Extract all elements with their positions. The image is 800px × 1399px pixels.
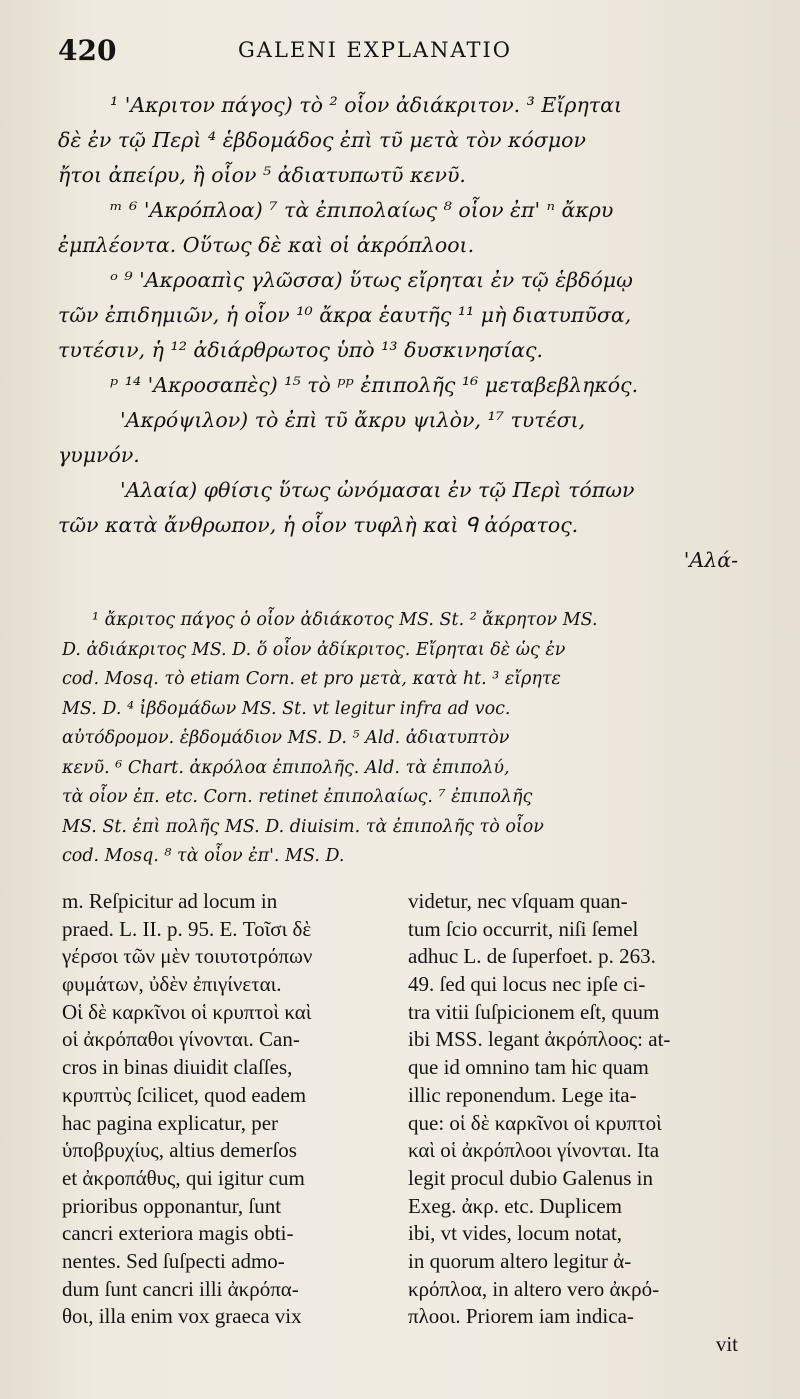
footnote-line: MS. St. ἐπὶ πολῆς MS. D. diuisim. τὰ ἐπιπολῆς τὸ οἷον: [62, 816, 544, 837]
footnote-line: τὰ οἷον ἐπ. etc. Corn. retinet ἐπιπολαίως. ⁷ ἐπιπολῆς: [62, 787, 533, 807]
entry-line: γυμνόν.: [58, 443, 140, 467]
footnote-line: ¹ ἄκριτος πάγος ὁ οἷον ἀδιάκοτος MS. St. ² ἄκρητον MS.: [92, 610, 598, 630]
commentary-line: videtur, nec vſquam quan-: [408, 889, 628, 913]
entry-line: ἤτοι ἀπείρυ, ἢ οἷον ⁵ ἀδιατυπωτῦ κενῦ.: [58, 163, 466, 187]
commentary-line: tra vitii ſuſpicionem eſt, quum: [408, 999, 660, 1024]
footnotes: [62, 606, 752, 872]
footnote-line: D. ἀδιάκριτος MS. D. ὅ οἷον ἀδίκριτος. Εἴρηται δὲ ὡς ἐν: [62, 639, 566, 660]
glossary-entries: [58, 88, 748, 578]
catchword: 'Αλά-: [683, 548, 738, 572]
commentary-line: φυμάτων, ὐδὲν ἐπιγίνεται.: [62, 972, 282, 997]
commentary-left-column: [62, 888, 392, 1331]
commentary-line: que id omnino tam hic quam: [408, 1055, 649, 1080]
footnote-line: αὐτόδρομον. ἑβδομάδιον MS. D. ⁵ Ald. ἀδιατυπτὸν: [62, 728, 510, 748]
running-head: [58, 34, 758, 68]
commentary-line: tum ſcio occurrit, niſi ſemel: [408, 916, 639, 941]
entry-line: τῶν κατὰ ἄνθρωπον, ἡ οἷον τυφλὴ καὶ ᑫ ἀόρατος.: [58, 513, 579, 537]
commentary-line: ὑποβρυχίυς, altius demerſos: [62, 1138, 297, 1163]
commentary-line: praed. L. II. p. 95. E. Τοῖσι δὲ: [62, 916, 312, 941]
commentary-line: θοι, illa enim vox graeca vix: [62, 1304, 302, 1329]
commentary-line: Οἱ δὲ καρκῖνοι οἱ κρυπτοὶ καὶ: [62, 999, 312, 1024]
entry-line: τῶν ἐπιδημιῶν, ἡ οἷον ¹⁰ ἄκρα ἑαυτῆς ¹¹ μὴ διατυπῦσα,: [58, 303, 632, 327]
commentary-line: dum ſunt cancri illi ἀκρόπα-: [62, 1276, 299, 1301]
commentary-line: nentes. Sed ſuſpecti admo-: [62, 1248, 285, 1273]
footnote-line: MS. D. ⁴ ἰβδομάδων MS. St. vt legitur infra ad voc.: [62, 698, 511, 719]
commentary-line: πλοοι. Priorem iam indica-: [408, 1304, 634, 1329]
commentary-line: ibi, vt vides, locum notat,: [408, 1221, 623, 1246]
entry-line: 'Αλαία) φθίσις ὕτως ὠνόμασαι ἐν τῷ Περὶ τόπων: [120, 478, 635, 502]
commentary-line: cancri exteriora magis obti-: [62, 1221, 294, 1246]
commentary-line: legit procul dubio Galenus in: [408, 1165, 653, 1190]
entry-line: ᵐ ⁶ 'Ακρόπλοα) ⁷ τὰ ἐπιπολαίως ⁸ οἷον ἐπ' ⁿ ἄκρυ: [110, 198, 614, 222]
commentary-line: γέρσοι τῶν μὲν τοιυτοτρόπων: [62, 944, 313, 969]
entry-line: ¹ 'Ακριτον πάγος) τὸ ² οἷον ἀδιάκριτον. ³ Εἴρηται: [110, 93, 622, 117]
commentary-line: ibi MSS. legant ἀκρόπλοος: at-: [408, 1027, 671, 1052]
commentary-line: prioribus opponantur, ſunt: [62, 1193, 282, 1218]
entry-line: 'Ακρόψιλον) τὸ ἐπὶ τῦ ἄκρυ ψιλὸν, ¹⁷ τυτέσι,: [120, 408, 586, 432]
commentary-line: m. Reſpicitur ad locum in: [62, 889, 278, 913]
entry-line: δὲ ἐν τῷ Περὶ ⁴ ἑβδομάδος ἐπὶ τῦ μετὰ τὸν κόσμον: [58, 128, 586, 152]
commentary-line: que: οἱ δὲ καρκῖνοι οἱ κρυπτοὶ: [408, 1110, 662, 1135]
commentary-line: οἱ ἀκρόπαθοι γίνονται. Can-: [62, 1027, 300, 1052]
page-number: 420: [58, 34, 117, 67]
commentary-columns: [62, 888, 742, 1378]
commentary-line: κρόπλοα, in altero vero ἀκρό-: [408, 1276, 660, 1301]
commentary-line: in quorum altero legitur ἀ-: [408, 1248, 632, 1273]
commentary-line: et ἀκροπάθυς, qui igitur cum: [62, 1165, 305, 1190]
footnote-line: κενῦ. ⁶ Chart. ἀκρόλοα ἐπιπολῆς. Ald. τὰ ἐπιπολύ,: [62, 757, 510, 778]
footnote-line: cod. Mosq. ⁸ τὰ οἷον ἐπ'. MS. D.: [62, 846, 345, 866]
entry-line: ᵖ ¹⁴ 'Ακροσαπὲς) ¹⁵ τὸ ᵖᵖ ἐπιπολῆς ¹⁶ μεταβεβληκός.: [110, 373, 639, 397]
commentary-line: adhuc L. de ſuperfoet. p. 263.: [408, 944, 656, 969]
footnote-line: cod. Mosq. τὸ etiam Corn. et pro μετὰ, κατὰ ht. ³ εἴρητε: [62, 669, 561, 689]
entry-line: τυτέσιν, ἡ ¹² ἀδιάρθρωτος ὑπὸ ¹³ δυσκινησίας.: [58, 338, 543, 362]
commentary-line: Exeg. ἀκρ. etc. Duplicem: [408, 1193, 622, 1218]
commentary-line: κρυπτὺς ſcilicet, quod eadem: [62, 1082, 307, 1107]
commentary-line: cros in binas diuidit claſſes,: [62, 1055, 293, 1080]
commentary-line: 49. ſed qui locus nec ipſe ci-: [408, 972, 646, 997]
running-title: GALENI EXPLANATIO: [238, 38, 512, 62]
commentary-line: vit: [715, 1332, 738, 1356]
commentary-line: hac pagina explicatur, per: [62, 1110, 279, 1135]
commentary-line: καὶ οἱ ἀκρόπλοοι γίνονται. Ita: [408, 1138, 660, 1163]
commentary-line: illic reponendum. Lege ita-: [408, 1082, 637, 1107]
commentary-right-column: [408, 888, 738, 1359]
entry-line: ᵒ ⁹ 'Ακροαπὶς γλῶσσα) ὕτως εἴρηται ἐν τῷ ἑβδόμῳ: [110, 268, 633, 292]
entry-line: ἐμπλέοντα. Οὕτως δὲ καὶ οἱ ἀκρόπλοοι.: [58, 233, 475, 257]
